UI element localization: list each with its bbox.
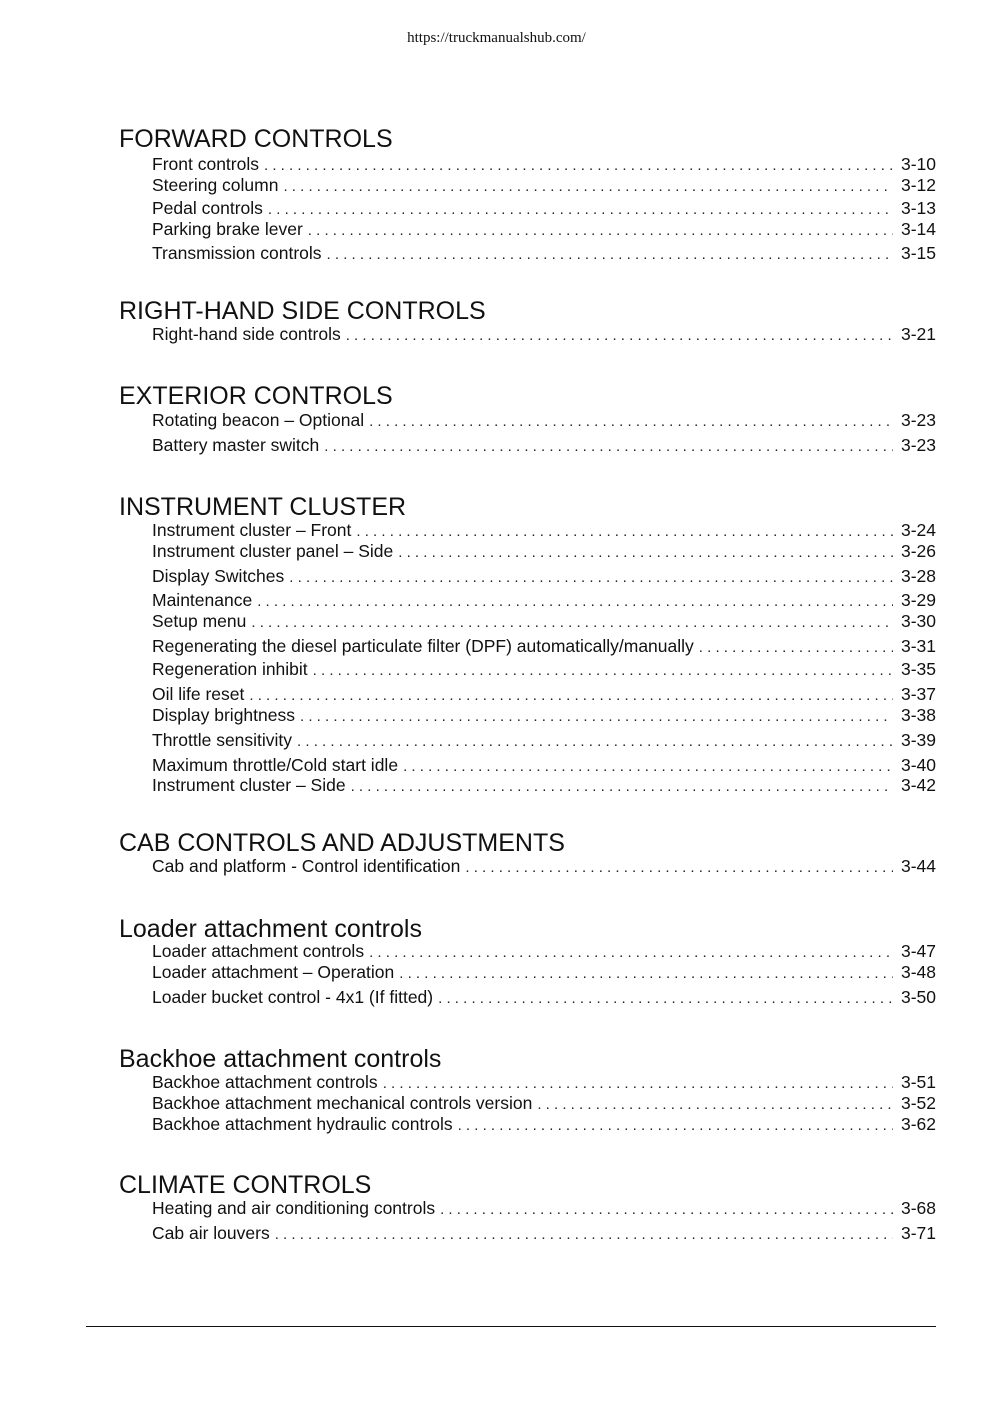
dot-leader [383, 1073, 893, 1094]
entry-page-number: 3-12 [900, 175, 936, 195]
entry-label: Rotating beacon – Optional [152, 410, 365, 430]
entry-page-number: 3-47 [900, 941, 936, 961]
entry-label: Cab and platform - Control identification [152, 856, 461, 876]
entry-label: Heating and air conditioning controls [152, 1198, 436, 1218]
entry-page-number: 3-28 [900, 566, 936, 586]
dot-leader [403, 756, 893, 777]
entry-page-number: 3-39 [900, 730, 936, 750]
dot-leader [369, 411, 893, 432]
dot-leader [324, 436, 893, 457]
entry-label: Backhoe attachment controls [152, 1072, 378, 1092]
dot-leader [438, 988, 893, 1009]
entry-page-number: 3-42 [900, 775, 936, 795]
entry-label: Right-hand side controls [152, 324, 341, 344]
toc-section-right-hand-side-controls [119, 297, 936, 349]
toc-entry[interactable] [152, 590, 936, 611]
dot-leader [249, 685, 893, 706]
entry-page-number: 3-30 [900, 611, 936, 631]
dot-leader [289, 567, 893, 588]
toc-entry[interactable] [152, 705, 936, 726]
dot-leader [313, 660, 893, 681]
entry-label: Instrument cluster – Side [152, 775, 346, 795]
toc-entry[interactable] [152, 520, 936, 541]
dot-leader [356, 521, 893, 542]
dot-leader [537, 1094, 893, 1115]
dot-leader [458, 1115, 893, 1136]
footer-rule [86, 1326, 936, 1327]
toc-entry[interactable] [152, 987, 936, 1008]
entry-page-number: 3-44 [900, 856, 936, 876]
entry-page-number: 3-26 [900, 541, 936, 561]
entry-page-number: 3-52 [900, 1093, 936, 1113]
toc-entry[interactable] [152, 755, 936, 776]
toc-entry[interactable] [152, 324, 936, 345]
entry-label: Maximum throttle/Cold start idle [152, 755, 399, 775]
entry-page-number: 3-37 [900, 684, 936, 704]
toc-section-cab-controls-and-adjustments [119, 829, 936, 881]
entry-page-number: 3-35 [900, 659, 936, 679]
entry-label: Cab air louvers [152, 1223, 270, 1243]
entry-page-number: 3-29 [900, 590, 936, 610]
entry-page-number: 3-40 [900, 755, 936, 775]
entry-page-number: 3-38 [900, 705, 936, 725]
dot-leader [399, 963, 893, 984]
entry-page-number: 3-21 [900, 324, 936, 344]
toc-entry[interactable] [152, 684, 936, 705]
section-title: CLIMATE CONTROLS [119, 1171, 372, 1199]
entry-label: Backhoe attachment mechanical controls version [152, 1093, 533, 1113]
entry-page-number: 3-68 [900, 1198, 936, 1218]
entry-label: Maintenance [152, 590, 253, 610]
section-title: Backhoe attachment controls [119, 1045, 442, 1073]
dot-leader [346, 325, 893, 346]
entry-label: Oil life reset [152, 684, 245, 704]
section-title: INSTRUMENT CLUSTER [119, 493, 407, 521]
toc-entry[interactable] [152, 219, 936, 240]
entry-label: Steering column [152, 175, 279, 195]
dot-leader [327, 244, 893, 265]
section-title: CAB CONTROLS AND ADJUSTMENTS [119, 829, 565, 857]
entry-label: Battery master switch [152, 435, 320, 455]
entry-label: Pedal controls [152, 198, 263, 218]
toc-entry[interactable] [152, 1072, 936, 1093]
dot-leader [300, 706, 893, 727]
entry-page-number: 3-48 [900, 962, 936, 982]
dot-leader [297, 731, 893, 752]
entry-label: Parking brake lever [152, 219, 303, 239]
entry-label: Backhoe attachment hydraulic controls [152, 1114, 453, 1134]
dot-leader [251, 612, 893, 633]
toc-section-backhoe-attachment-controls [119, 1045, 936, 1137]
dot-leader [398, 542, 893, 563]
entry-label: Transmission controls [152, 243, 322, 263]
toc-entry[interactable] [152, 410, 936, 431]
dot-leader [268, 199, 893, 220]
entry-page-number: 3-23 [900, 435, 936, 455]
entry-label: Loader attachment – Operation [152, 962, 395, 982]
dot-leader [275, 1224, 893, 1245]
entry-label: Regenerating the diesel particulate filter (DPF) automatically/manually [152, 636, 694, 656]
toc-section-forward-controls [119, 125, 936, 270]
toc-entry[interactable] [152, 435, 936, 456]
entry-label: Instrument cluster – Front [152, 520, 352, 540]
entry-page-number: 3-51 [900, 1072, 936, 1092]
dot-leader [369, 942, 893, 963]
entry-label: Setup menu [152, 611, 247, 631]
toc-entry[interactable] [152, 243, 936, 264]
toc-entry[interactable] [152, 198, 936, 219]
dot-leader [308, 220, 893, 241]
section-title: Loader attachment controls [119, 915, 422, 943]
toc-section-instrument-cluster [119, 493, 936, 798]
toc-entry[interactable] [152, 856, 936, 877]
entry-page-number: 3-13 [900, 198, 936, 218]
toc-entry[interactable] [152, 775, 936, 796]
toc-entry[interactable] [152, 1198, 936, 1219]
toc-entry[interactable] [152, 1114, 936, 1135]
toc-entry[interactable] [152, 941, 936, 962]
section-title: EXTERIOR CONTROLS [119, 382, 393, 410]
entry-page-number: 3-31 [900, 636, 936, 656]
toc-entry[interactable] [152, 175, 936, 196]
toc-entry[interactable] [152, 1093, 936, 1114]
entry-label: Loader attachment controls [152, 941, 365, 961]
dot-leader [264, 155, 893, 176]
entry-label: Regeneration inhibit [152, 659, 308, 679]
toc-entry[interactable] [152, 1223, 936, 1244]
entry-page-number: 3-15 [900, 243, 936, 263]
toc-entry[interactable] [152, 566, 936, 587]
entry-page-number: 3-24 [900, 520, 936, 540]
dot-leader [351, 776, 893, 797]
toc-entry[interactable] [152, 659, 936, 680]
toc-entry[interactable] [152, 541, 936, 562]
entry-label: Display Switches [152, 566, 285, 586]
toc-entry[interactable] [152, 611, 936, 632]
toc-entry[interactable] [152, 730, 936, 751]
section-title: FORWARD CONTROLS [119, 125, 393, 153]
entry-label: Throttle sensitivity [152, 730, 293, 750]
entry-label: Display brightness [152, 705, 295, 725]
entry-label: Instrument cluster panel – Side [152, 541, 394, 561]
entry-label: Front controls [152, 154, 259, 174]
section-title: RIGHT-HAND SIDE CONTROLS [119, 297, 486, 325]
toc-section-loader-attachment-controls [119, 915, 936, 1011]
entry-page-number: 3-23 [900, 410, 936, 430]
dot-leader [699, 637, 893, 658]
dot-leader [465, 857, 893, 878]
toc-entry[interactable] [152, 636, 936, 657]
dot-leader [257, 591, 893, 612]
dot-leader [283, 176, 893, 197]
entry-label: Loader bucket control - 4x1 (If fitted) [152, 987, 434, 1007]
dot-leader [440, 1199, 893, 1220]
header-url: https://truckmanualshub.com/ [407, 30, 586, 46]
entry-page-number: 3-62 [900, 1114, 936, 1134]
toc-entry[interactable] [152, 154, 936, 175]
entry-page-number: 3-10 [900, 154, 936, 174]
entry-page-number: 3-71 [900, 1223, 936, 1243]
toc-section-climate-controls [119, 1171, 936, 1247]
toc-entry[interactable] [152, 962, 936, 983]
toc-section-exterior-controls [119, 382, 936, 462]
entry-page-number: 3-50 [900, 987, 936, 1007]
entry-page-number: 3-14 [900, 219, 936, 239]
